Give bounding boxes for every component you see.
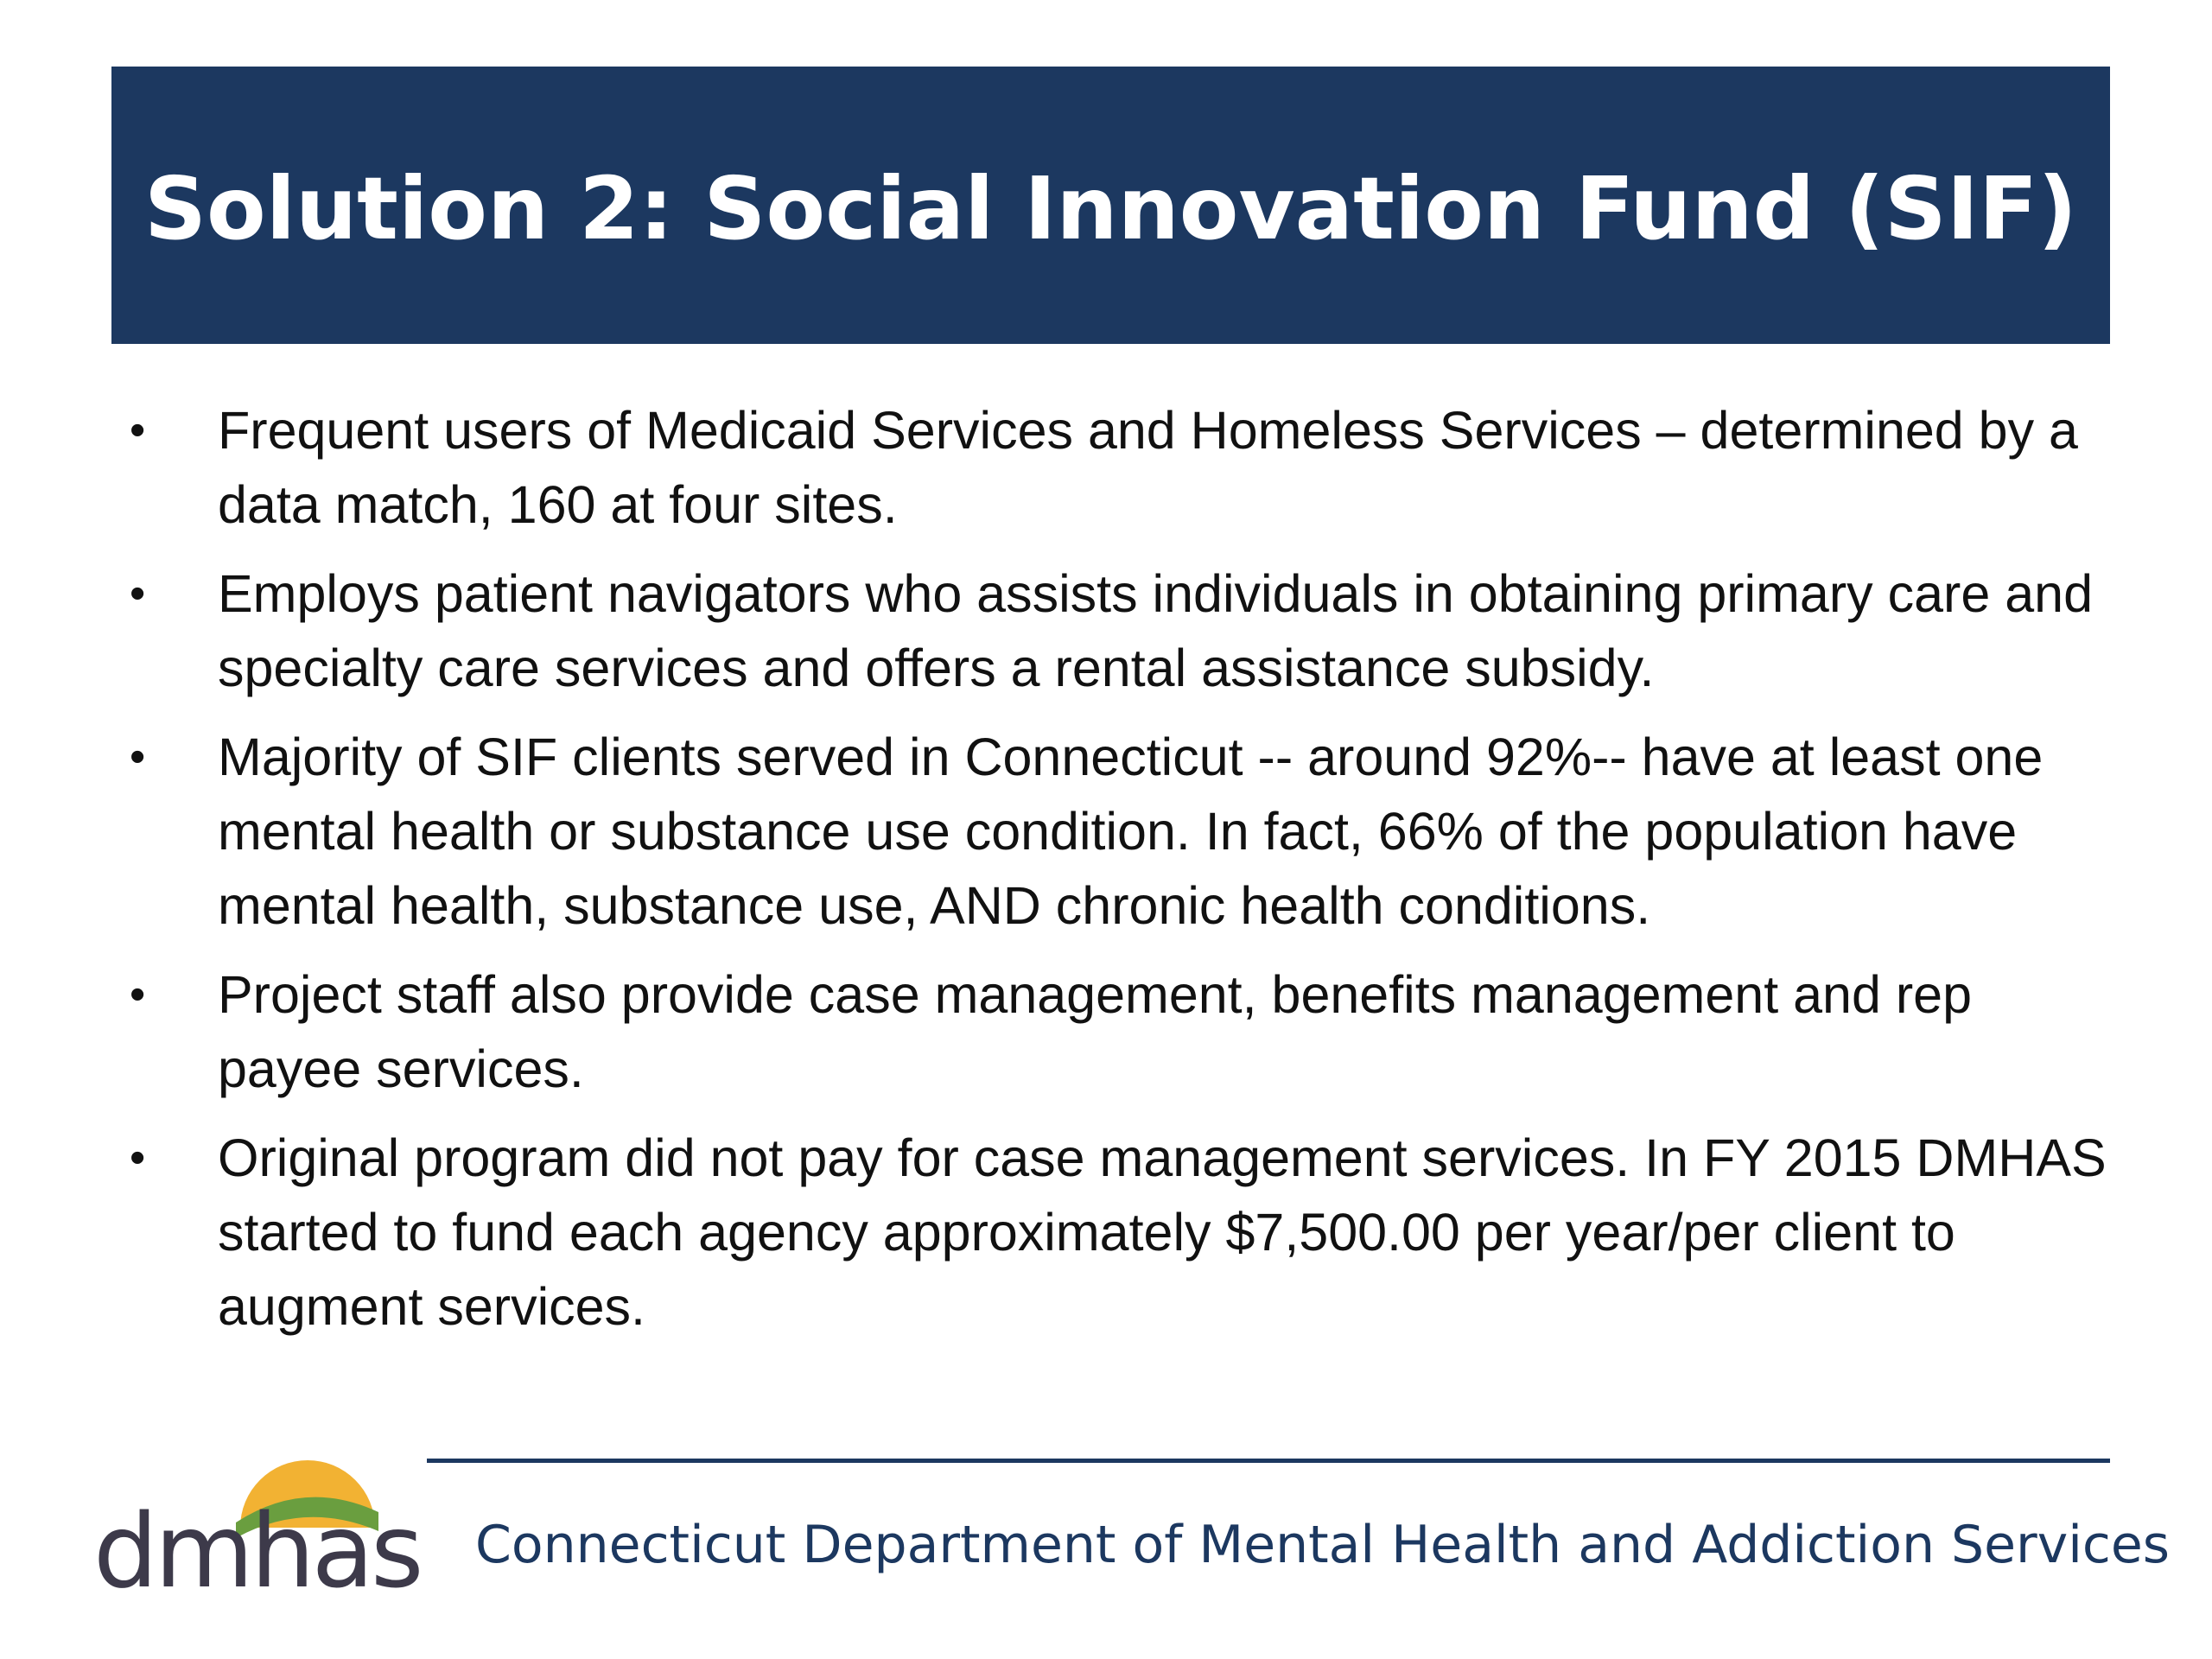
- bullet-item: [130, 720, 2108, 943]
- logo-wordmark: dmhas: [93, 1491, 421, 1611]
- bullet-glyph: •: [130, 969, 146, 1020]
- title-banner: [111, 67, 2110, 344]
- footer-organization: Connecticut Department of Mental Health and Addiction Services: [475, 1515, 2171, 1575]
- dmhas-logo: [93, 1426, 421, 1611]
- bullet-glyph: •: [130, 569, 146, 619]
- bullet-list: [130, 393, 2108, 1358]
- bullet-text: Frequent users of Medicaid Services and Homeless Services – determined by a data match, 160 at four sites.: [218, 401, 2078, 534]
- bullet-item: [130, 1121, 2108, 1344]
- bullet-text: Original program did not pay for case management services. In FY 2015 DMHAS started to fund each agency approximately $7,500.00 per year/per client to augment services.: [218, 1128, 2107, 1336]
- bullet-text: Majority of SIF clients served in Connecticut -- around 92%-- have at least one mental health or substance use condition. In fact, 66% of the population have mental health, substance use, AND chronic health conditions.: [218, 728, 2044, 935]
- bullet-glyph: •: [130, 732, 146, 782]
- bullet-text: Project staff also provide case management, benefits management and rep payee services.: [218, 965, 1973, 1098]
- bullet-text: Employs patient navigators who assists individuals in obtaining primary care and specialty care services and offers a rental assistance subsidy.: [218, 564, 2093, 697]
- bullet-glyph: •: [130, 405, 146, 455]
- bullet-item: [130, 556, 2108, 705]
- bullet-item: [130, 393, 2108, 542]
- bullet-glyph: •: [130, 1133, 146, 1183]
- slide-title: Solution 2: Social Innovation Fund (SIF): [143, 157, 2077, 259]
- bullet-item: [130, 957, 2108, 1106]
- footer-divider: [427, 1459, 2110, 1463]
